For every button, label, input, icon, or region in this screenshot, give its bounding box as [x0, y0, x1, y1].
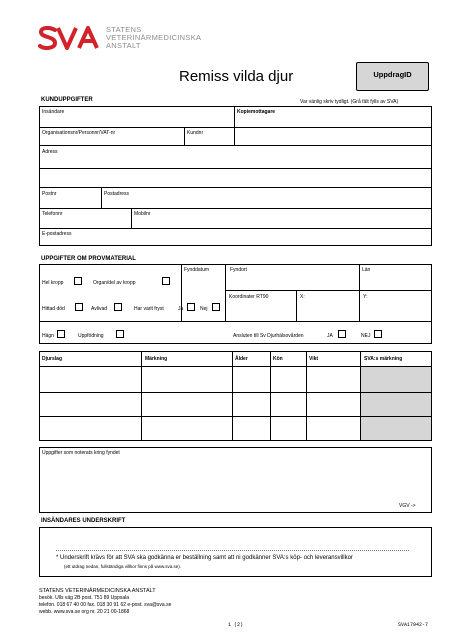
- signature-notice: * Underskrift krävs för att SVA ska godkänna er beställning samt att ni godkänner SVA:s köp- och leveransvillkor: [56, 555, 353, 561]
- avlivad-label: Avlivad: [91, 306, 108, 312]
- footer-webb: webb. www.sva.se org nr. 20 21 00-1868: [39, 609, 130, 615]
- telefonnr-field[interactable]: Telefonnr: [42, 211, 63, 217]
- fynddatum-field[interactable]: Fynddatum: [184, 267, 210, 273]
- fryst-nej-label: Nej: [200, 306, 208, 312]
- uppdragid-label: UppdragID: [373, 70, 412, 79]
- postnr-field[interactable]: Postnr: [42, 191, 57, 197]
- signature-notice-sub: (ett utdrag nedan, fullständiga villkor finns på www.sva.se).: [64, 564, 182, 569]
- hel-kropp-label: Hel kropp: [42, 280, 64, 286]
- kundnr-field[interactable]: Kundnr: [187, 130, 204, 136]
- col-header-sva-markning: SVA:s märkning: [364, 356, 403, 362]
- table-row[interactable]: [40, 393, 431, 416]
- organdel-checkbox[interactable]: [162, 277, 170, 285]
- col-header-kon: Kön: [273, 356, 283, 362]
- footer-tel: telefon. 018 67 40 00 fax. 018 30 91 62 e-post. sva@sva.se: [39, 602, 172, 608]
- hagn-label: Hägn: [42, 333, 54, 339]
- ansluten-label: Ansluten till Sv Djurhälsovården: [233, 333, 304, 339]
- fill-note: Var vänlig skriv tydligt. (Grå fält fylls av SVA): [300, 99, 399, 105]
- hel-kropp-checkbox[interactable]: [74, 277, 82, 285]
- insandare-field[interactable]: Insändare: [42, 109, 65, 115]
- col-header-markning: Märkning: [145, 356, 168, 362]
- notes-box[interactable]: [39, 447, 432, 513]
- footer-besok: besök. Ulls väg 2B post. 751 89 Uppsala: [39, 595, 130, 601]
- mobilnr-field[interactable]: Mobilnr: [134, 211, 151, 217]
- form-title: Remiss vilda djur: [179, 68, 294, 85]
- hagn-checkbox[interactable]: [57, 330, 65, 338]
- table-row[interactable]: [40, 417, 431, 440]
- fryst-nej-checkbox[interactable]: [212, 303, 220, 311]
- organdel-label: Organ/del av kropp: [93, 280, 136, 286]
- sva-logo: [38, 25, 202, 52]
- col-header-alder: Ålder: [235, 356, 248, 362]
- ansluten-ja-checkbox[interactable]: [338, 330, 346, 338]
- table-row[interactable]: [40, 367, 431, 392]
- epost-field[interactable]: E-postadress: [42, 231, 72, 237]
- doc-code: SVA17942-7: [398, 622, 429, 628]
- avlivad-checkbox[interactable]: [114, 303, 122, 311]
- section-title-signature: INSÄNDARES UNDERSKRIFT: [41, 518, 126, 524]
- sva-logo-mark-icon: [38, 26, 100, 50]
- orgnr-field[interactable]: Organisationsnr/Personnr/VAT-nr: [42, 130, 116, 136]
- hittad-dod-checkbox[interactable]: [75, 303, 83, 311]
- kopiemottagare-field[interactable]: Kopiemottagare: [237, 109, 276, 115]
- ansluten-ja-label: JA: [327, 333, 333, 339]
- fryst-ja-checkbox[interactable]: [187, 303, 195, 311]
- sva-logo-text: STATENS VETERINÄRMEDICINSKA ANSTALT: [106, 25, 202, 51]
- fyndort-field[interactable]: Fyndort: [230, 267, 247, 273]
- koordinater-label: Koordinater RT90: [229, 294, 269, 300]
- uppfodning-label: Uppfödning: [78, 333, 104, 339]
- koordinat-y-field[interactable]: Y:: [363, 294, 368, 300]
- page-number: 1 (2): [228, 622, 244, 628]
- fryst-label: Har varit fryst: [134, 306, 164, 312]
- koordinat-x-field[interactable]: X:: [300, 294, 305, 300]
- col-header-djurslag: Djurslag: [42, 356, 63, 362]
- ansluten-nej-checkbox[interactable]: [374, 330, 382, 338]
- vgv-label: VGV ->: [399, 503, 416, 509]
- ansluten-nej-label: NEJ: [361, 333, 371, 339]
- adress-field[interactable]: Adress: [42, 149, 58, 155]
- col-header-vikt: Vikt: [309, 356, 319, 362]
- uppdragid-box: [356, 62, 429, 91]
- footer-org: STATENS VETERINÄRMEDICINSKA ANSTALT: [39, 588, 156, 594]
- fryst-ja-label: Ja: [178, 306, 184, 312]
- section-title-kund: KUNDUPPGIFTER: [41, 97, 93, 103]
- section-title-prov: UPPGIFTER OM PROVMATERIAL: [41, 256, 136, 262]
- footer: [39, 588, 339, 616]
- uppfodning-checkbox[interactable]: [116, 330, 124, 338]
- hittad-dod-label: Hittad död: [42, 306, 65, 312]
- notes-label: Uppgifter som noterats kring fyndet: [42, 450, 120, 456]
- postadress-field[interactable]: Postadress: [104, 191, 130, 197]
- lan-field[interactable]: Län: [362, 267, 371, 273]
